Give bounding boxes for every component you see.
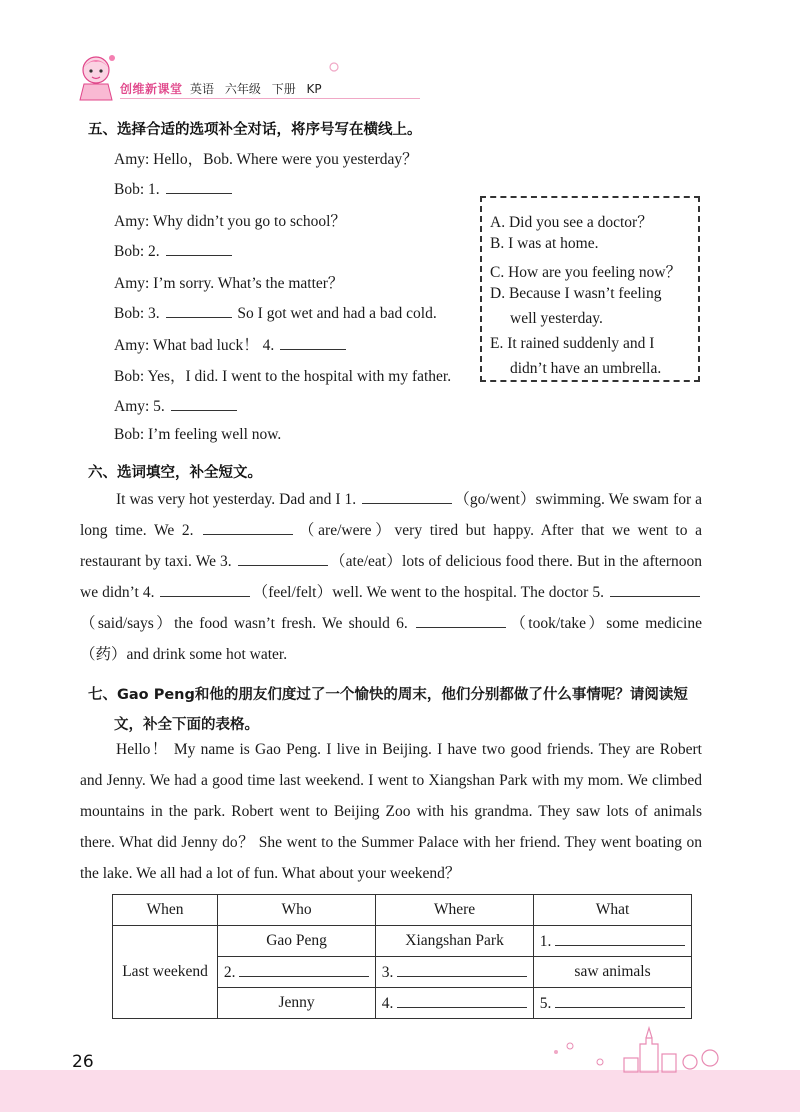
- section6-passage: [80, 484, 702, 670]
- option-a: A. Did you see a doctor？: [490, 214, 653, 231]
- fill-blank-5[interactable]: [610, 581, 700, 597]
- header-divider: [120, 98, 420, 99]
- section7-title: [88, 680, 708, 740]
- passage-text: （go/went）swimming. We swam for a long time. We 2.: [80, 491, 702, 539]
- passage-text: It was very hot yesterday. Dad and I 1.: [116, 491, 357, 508]
- dialogue-text: Amy: Hello，Bob. Where were you yesterday？: [114, 151, 418, 168]
- dialogue-text: Amy: What bad luck！ 4.: [114, 337, 275, 354]
- table-row: [113, 926, 692, 957]
- dialogue-text: Bob: 1.: [114, 181, 160, 198]
- dialogue-text: Bob: 2.: [114, 243, 160, 260]
- dialogue-text: So I got wet and had a bad cold.: [237, 305, 437, 322]
- volume-label: 下册: [271, 82, 296, 96]
- option-d: D. Because I wasn’t feeling: [490, 285, 662, 302]
- dialogue-line-4: [114, 240, 234, 261]
- cell-where-3: [376, 988, 534, 1019]
- dialogue-line-9: [114, 395, 239, 416]
- passage-text: （feel/felt）well. We went to the hospital. The doctor 5.: [252, 584, 604, 601]
- dialogue-text: Amy: I’m sorry. What’s the matter？: [114, 275, 344, 292]
- cell-where-2: [376, 957, 534, 988]
- page-header: [72, 50, 532, 106]
- header-who: Who: [218, 895, 376, 926]
- table-blank-1[interactable]: [555, 931, 685, 946]
- option-e: E. It rained suddenly and I: [490, 335, 655, 352]
- table-blank-2[interactable]: [239, 962, 369, 977]
- cell-what-1: [534, 926, 692, 957]
- answer-blank[interactable]: [166, 240, 232, 256]
- brand-name: 创维新课堂: [120, 82, 183, 96]
- option-e-cont: didn’t have an umbrella.: [510, 360, 662, 377]
- dialogue-line-10: [114, 426, 281, 444]
- cell-who-2: [218, 957, 376, 988]
- dialogue-line-8: [114, 364, 451, 386]
- cell-what-3: [534, 988, 692, 1019]
- cell-when: Last weekend: [113, 926, 218, 1019]
- passage-text: （ate/eat）lots of delicious food there. But in the afternoon we didn’t 4.: [80, 553, 703, 601]
- option-b: B. I was at home.: [490, 235, 599, 252]
- dialogue-line-3: [114, 209, 346, 231]
- subject-label: 英语: [190, 82, 215, 96]
- cell-who-1: Gao Peng: [218, 926, 376, 957]
- grade-label: 六年级: [224, 82, 261, 96]
- fill-blank-2[interactable]: [203, 519, 293, 535]
- cell-who-3: Jenny: [218, 988, 376, 1019]
- cell-num: 5.: [539, 995, 552, 1012]
- fill-blank-4[interactable]: [160, 581, 250, 597]
- cell-num: 3.: [381, 964, 394, 981]
- section5-title: 五、选择合适的选项补全对话，将序号写在横线上。: [88, 122, 422, 138]
- table-blank-4[interactable]: [397, 993, 527, 1008]
- cell-num: 4.: [381, 995, 394, 1012]
- passage-text: （are/were）very tired but happy. After that we went to a restaurant by taxi. We 3.: [80, 522, 703, 570]
- header-what: What: [534, 895, 692, 926]
- cartoon-girl-logo-icon: [72, 50, 122, 102]
- dialogue-text: Amy: 5.: [114, 398, 165, 415]
- header-where: Where: [376, 895, 534, 926]
- answer-blank[interactable]: [171, 395, 237, 411]
- passage-text: （said/says）the food wasn’t fresh. We should 6.: [80, 615, 408, 632]
- section7-title-text: 七、Gao Peng和他的朋友们度过了一个愉快的周末，他们分别都做了什么事情呢？请阅读短文，补全下面的表格。: [88, 687, 688, 733]
- dialogue-line-1: [114, 147, 418, 169]
- dialogue-line-5: [114, 271, 343, 293]
- page-number: 26: [72, 1052, 94, 1072]
- fill-blank-1[interactable]: [362, 488, 452, 504]
- option-d-cont: well yesterday.: [510, 310, 603, 327]
- answer-blank[interactable]: [280, 334, 346, 350]
- fill-blank-3[interactable]: [238, 550, 328, 566]
- edition-label: KP: [306, 82, 322, 96]
- options-box: [480, 196, 700, 382]
- section6-title: 六、选词填空，补全短文。: [88, 465, 262, 481]
- fill-blank-6[interactable]: [416, 612, 506, 628]
- summary-table: [112, 894, 692, 1019]
- cell-where-1: Xiangshan Park: [376, 926, 534, 957]
- header-when: When: [113, 895, 218, 926]
- dialogue-text: Amy: Why didn’t you go to school？: [114, 213, 346, 230]
- cell-what-2: saw animals: [534, 957, 692, 988]
- dialogue-text: Bob: 3.: [114, 305, 160, 322]
- dialogue-line-6: [114, 302, 437, 323]
- castle-decoration-icon: [540, 1022, 740, 1078]
- flower-icon: [327, 60, 341, 74]
- passage-text: （took/take）some medicine（药）and drink some hot water.: [80, 615, 702, 663]
- table-header-row: [113, 895, 692, 926]
- dialogue-text: Bob: I’m feeling well now.: [114, 426, 282, 443]
- answer-blank[interactable]: [166, 178, 232, 194]
- dialogue-line-2: [114, 178, 234, 199]
- cell-num: 2.: [223, 964, 236, 981]
- dialogue-text: Bob: Yes，I did. I went to the hospital with my father.: [114, 368, 452, 385]
- section7-passage: Hello！ My name is Gao Peng. I live in Beijing. I have two good friends. They are Robert and Jenny. We had a good time last weekend. I went to Xiangshan Park with my mom. We climbed mountains in the park. Robert went to Beijing Zoo with his grandma. They saw lots of animals there. What did Jenny do？ She went to the Summer Palace with her friend. They went boating on the lake. We all had a lot of fun. What about your weekend？: [80, 741, 702, 882]
- table-blank-5[interactable]: [555, 993, 685, 1008]
- option-c: C. How are you feeling now？: [490, 264, 682, 281]
- answer-blank[interactable]: [166, 302, 232, 318]
- cell-num: 1.: [539, 933, 552, 950]
- table-blank-3[interactable]: [397, 962, 527, 977]
- dialogue-line-7: [114, 333, 348, 355]
- book-info: [190, 80, 329, 97]
